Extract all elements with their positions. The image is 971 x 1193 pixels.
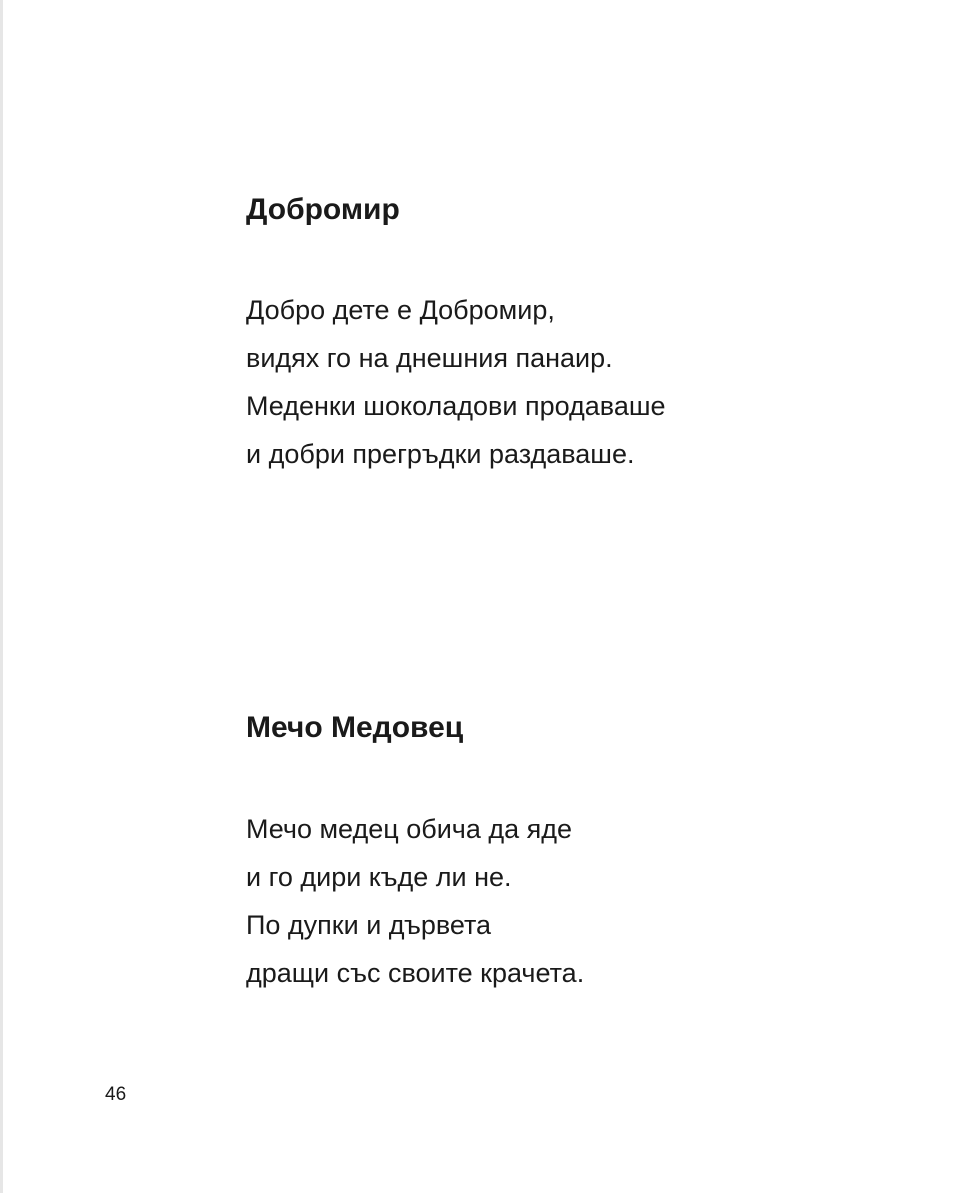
poem-title: Мечо Медовец [246, 711, 464, 744]
page-edge [0, 0, 3, 1193]
poem-title: Добромир [246, 193, 400, 226]
poem-body [246, 286, 666, 478]
poem-line: Мечо медец обича да яде [246, 814, 573, 844]
poem-body [246, 805, 584, 997]
page-number: 46 [105, 1084, 127, 1105]
poem-line: Добро дете е Добромир, [246, 295, 555, 325]
poem-line: дращи със своите крачета. [246, 958, 585, 988]
poem-line: видях го на днешния панаир. [246, 343, 613, 373]
poem-line: и го дири къде ли не. [246, 862, 512, 892]
poem-line: и добри прегръдки раздаваше. [246, 439, 635, 469]
poem-line: Меденки шоколадови продаваше [246, 391, 666, 421]
poem-line: По дупки и дървета [246, 910, 492, 940]
